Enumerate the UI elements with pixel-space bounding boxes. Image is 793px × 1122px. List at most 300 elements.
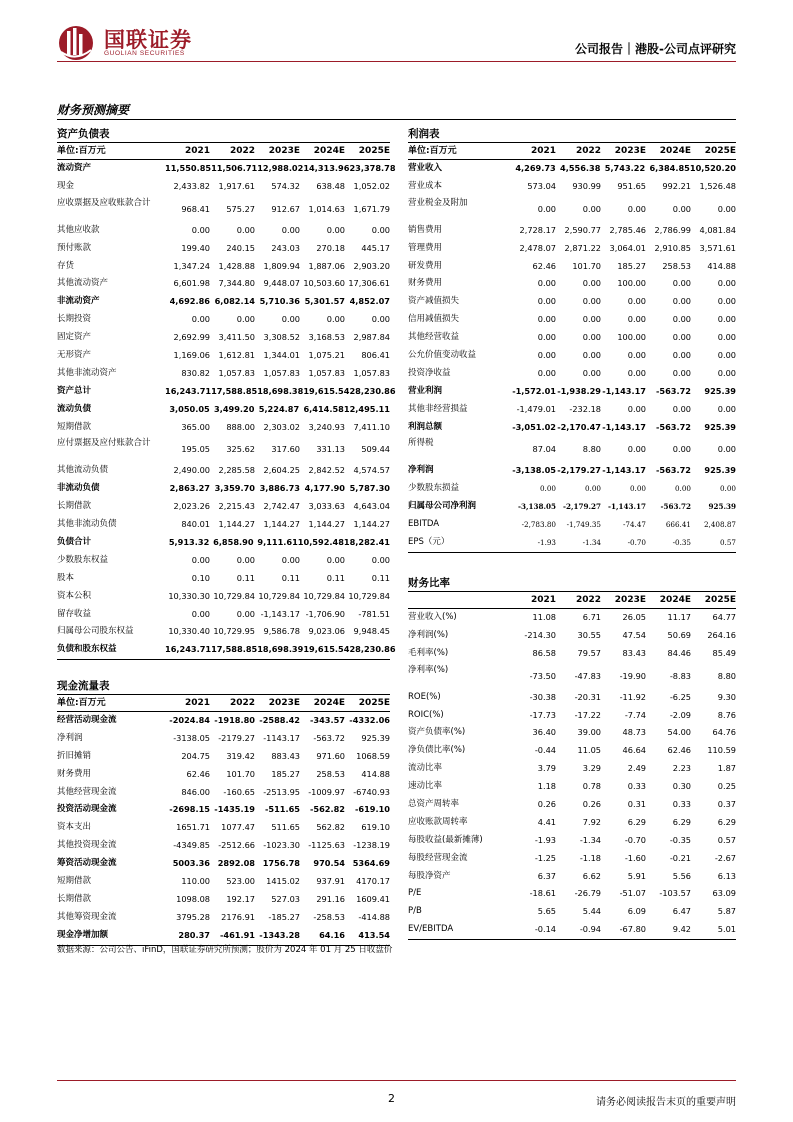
row-value: -11.92 <box>619 691 646 702</box>
row-value: 100.00 <box>617 278 646 289</box>
row-value: -6.25 <box>669 691 691 702</box>
row-value: 414.88 <box>707 260 736 271</box>
table-row <box>408 258 736 276</box>
row-value: 240.15 <box>226 242 255 253</box>
row-label: P/B <box>408 906 422 917</box>
row-value: 62.46 <box>667 745 691 756</box>
table-row <box>57 383 396 401</box>
row-value: 1,526.48 <box>699 180 736 191</box>
row-value: 85.49 <box>712 647 736 658</box>
table-header-row <box>57 695 390 712</box>
row-value: 0.11 <box>326 572 345 583</box>
table-row <box>408 832 736 850</box>
row-value: 4,574.57 <box>353 465 390 476</box>
row-value: 0.00 <box>537 203 556 214</box>
table-row <box>57 293 390 311</box>
row-value: -18.61 <box>529 888 556 899</box>
row-value: 0.78 <box>582 781 601 792</box>
table-row <box>57 641 396 659</box>
row-value: 1098.08 <box>176 893 210 904</box>
page-number: 2 <box>388 1092 395 1105</box>
row-label: 净负债比率(%) <box>408 745 466 756</box>
row-value: 4.41 <box>537 816 556 827</box>
row-value: 47.54 <box>622 629 646 640</box>
row-value: 0.00 <box>717 296 736 307</box>
row-value: 36.40 <box>532 727 556 738</box>
row-label: 信用减值损失 <box>408 314 460 325</box>
row-value: 6.37 <box>537 870 556 881</box>
table-row <box>57 801 390 819</box>
row-value: 6,082.14 <box>214 296 255 307</box>
row-value: 83.43 <box>622 647 646 658</box>
table-row <box>408 311 736 329</box>
row-value: 2,590.77 <box>564 224 601 235</box>
row-label: 毛利率(%) <box>408 647 449 658</box>
row-value: 3,886.73 <box>259 483 300 494</box>
row-value: -0.70 <box>627 538 646 548</box>
row-value: 970.54 <box>313 858 345 869</box>
table-row <box>408 222 736 240</box>
row-value: -1,143.17 <box>260 608 300 619</box>
row-value: 937.91 <box>316 876 345 887</box>
row-value: 8.80 <box>717 670 736 681</box>
row-value: 0.00 <box>582 367 601 378</box>
row-value: 925.39 <box>708 502 736 512</box>
row-value: 6,414.58 <box>303 403 344 414</box>
table-title: 现金流量表 <box>57 677 390 695</box>
row-value: 0.00 <box>672 296 691 307</box>
row-value: 925.39 <box>704 385 736 396</box>
table-row <box>57 837 390 855</box>
row-value: 9.30 <box>717 691 736 702</box>
row-label: 其他经营现金流 <box>57 786 117 797</box>
row-value: -74.47 <box>622 520 646 530</box>
row-label: 财务费用 <box>408 278 443 289</box>
row-value: -4349.85 <box>173 840 210 851</box>
year-header: 2025E <box>358 698 390 708</box>
balance-sheet-table <box>57 125 396 660</box>
row-value: 0.57 <box>719 538 736 548</box>
row-value: -67.80 <box>619 924 646 935</box>
row-value: 1,144.27 <box>353 519 390 530</box>
row-value: 28,230.86 <box>349 644 396 655</box>
row-value: 0.00 <box>537 314 556 325</box>
row-value: 64.76 <box>712 727 736 738</box>
table-row <box>408 778 736 796</box>
row-value: 10,729.95 <box>213 626 255 637</box>
row-value: 0.00 <box>627 203 646 214</box>
row-value: 0.00 <box>672 314 691 325</box>
row-value: 0.00 <box>191 608 210 619</box>
row-value: 1,917.61 <box>218 180 255 191</box>
row-value: 3,359.70 <box>214 483 255 494</box>
row-value: 365.00 <box>181 421 210 432</box>
row-value: 0.00 <box>281 224 300 235</box>
row-label: 其他筹资现金流 <box>57 911 117 922</box>
row-value: 1,671.79 <box>353 203 390 214</box>
row-label: 短期借款 <box>57 876 92 887</box>
row-label: 筹资活动现金流 <box>57 858 117 869</box>
row-value: 1609.41 <box>356 893 390 904</box>
row-value: 84.46 <box>667 647 691 658</box>
row-value: 6.09 <box>627 906 646 917</box>
row-value: 0.00 <box>717 367 736 378</box>
year-header: 2022 <box>229 698 255 708</box>
row-value: -1.60 <box>624 852 646 863</box>
row-value: -414.88 <box>358 911 390 922</box>
row-value: 925.39 <box>361 732 390 743</box>
table-row <box>57 160 396 178</box>
row-value: 0.00 <box>627 350 646 361</box>
table-row <box>57 480 390 498</box>
table-row <box>57 891 390 909</box>
row-value: -1,938.29 <box>557 385 601 396</box>
row-value: 509.44 <box>361 444 390 455</box>
row-label: 经营活动现金流 <box>57 715 117 725</box>
row-value: 325.62 <box>226 444 255 455</box>
year-header: 2021 <box>184 698 210 708</box>
year-header: 2021 <box>530 146 556 156</box>
row-value: 64.16 <box>319 929 345 940</box>
row-value: -1143.17 <box>263 732 300 743</box>
row-value: 19,615.54 <box>303 385 350 396</box>
header-divider <box>57 61 736 62</box>
table-row <box>57 748 390 766</box>
row-label: 资产减值损失 <box>408 296 460 307</box>
table-row <box>57 516 390 534</box>
row-value: -1,143.17 <box>602 385 646 396</box>
row-value: -1.34 <box>582 538 601 548</box>
row-value: 6.29 <box>627 816 646 827</box>
row-label: 应收票据及应收账款合计 <box>57 197 151 208</box>
row-value: -160.65 <box>223 786 255 797</box>
row-label: 流动负债 <box>57 403 92 414</box>
row-value: -0.35 <box>669 834 691 845</box>
brand-name: 国联证券 <box>104 28 192 52</box>
row-value: -214.30 <box>524 629 556 640</box>
table-row <box>408 921 736 939</box>
footer-divider <box>57 1080 736 1081</box>
row-value: -781.51 <box>358 608 390 619</box>
row-value: 86.58 <box>532 647 556 658</box>
table-row <box>57 570 390 588</box>
row-value: -562.82 <box>310 804 345 815</box>
row-value: 0.00 <box>371 224 390 235</box>
row-value: 0.00 <box>582 332 601 343</box>
row-value: -1,143.17 <box>602 465 646 476</box>
row-value: 6.29 <box>672 816 691 827</box>
row-label: 其他非流动资产 <box>57 367 117 378</box>
row-value: 6.47 <box>672 906 691 917</box>
row-value: 619.10 <box>361 822 390 833</box>
row-value: 0.33 <box>672 799 691 810</box>
income-statement-table <box>408 125 736 553</box>
row-value: 0.00 <box>672 367 691 378</box>
row-value: -2588.42 <box>259 715 300 725</box>
table-bottom-rule <box>408 939 736 940</box>
row-label: 非流动资产 <box>57 296 100 307</box>
table-row <box>408 742 736 760</box>
row-value: -3,051.02 <box>512 421 556 432</box>
row-value: -563.72 <box>656 385 691 396</box>
row-value: 4170.17 <box>356 876 390 887</box>
row-value: 258.53 <box>662 260 691 271</box>
row-value: 18,282.41 <box>343 537 391 548</box>
row-value: 185.27 <box>271 768 300 779</box>
table-bottom-rule <box>408 552 736 553</box>
row-value: 1,052.02 <box>353 180 390 191</box>
row-value: 6.62 <box>582 870 601 881</box>
year-header: 2024E <box>313 698 345 708</box>
row-value: 6,601.98 <box>173 278 210 289</box>
row-value: 2.23 <box>672 763 691 774</box>
row-value: 3,411.50 <box>218 332 255 343</box>
row-value: 4,081.84 <box>699 224 736 235</box>
row-value: -20.31 <box>574 691 601 702</box>
row-value: 574.32 <box>271 180 300 191</box>
row-value: 23,378.78 <box>349 163 396 173</box>
row-value: 7,344.80 <box>218 278 255 289</box>
row-value: -1918.80 <box>214 715 255 725</box>
row-value: 0.00 <box>672 403 691 414</box>
table-row <box>57 498 390 516</box>
table-row <box>57 873 390 891</box>
row-label: 营业收入(%) <box>408 612 457 622</box>
row-label: 净利润(%) <box>408 629 449 640</box>
row-value: 0.00 <box>539 484 556 494</box>
row-label: 每股净资产 <box>408 870 451 881</box>
table-unit <box>408 592 511 608</box>
row-value: 0.11 <box>281 572 300 583</box>
row-value: -0.94 <box>579 924 601 935</box>
row-value: 331.13 <box>316 444 345 455</box>
table-row <box>57 240 390 258</box>
row-value: 5003.36 <box>172 858 210 869</box>
row-value: 0.00 <box>371 554 390 565</box>
row-value: 511.65 <box>271 822 300 833</box>
row-label: 固定资产 <box>57 332 92 343</box>
row-value: 258.53 <box>316 768 345 779</box>
row-label: 研发费用 <box>408 260 443 271</box>
row-label: 现金 <box>57 180 75 191</box>
row-value: 2,478.07 <box>519 242 556 253</box>
row-value: -4332.06 <box>349 715 390 725</box>
row-label: 资本公积 <box>57 590 92 601</box>
row-value: 10,729.84 <box>348 590 390 601</box>
row-label: 留存收益 <box>57 608 92 619</box>
row-value: 5.44 <box>582 906 601 917</box>
row-value: -1.18 <box>579 852 601 863</box>
row-value: 0.00 <box>627 444 646 455</box>
row-value: 1,014.63 <box>308 203 345 214</box>
year-header: 2021 <box>530 595 556 605</box>
row-value: 0.00 <box>582 296 601 307</box>
row-value: 3.29 <box>582 763 601 774</box>
row-value: -1.34 <box>579 834 601 845</box>
row-label: 速动比率 <box>408 781 443 792</box>
row-value: 10,592.48 <box>297 537 344 548</box>
row-value: 912.67 <box>271 203 300 214</box>
table-row <box>408 707 736 725</box>
row-value: -563.72 <box>313 732 345 743</box>
row-value: 2,903.20 <box>353 260 390 271</box>
row-value: 243.03 <box>271 242 300 253</box>
table-header-row <box>408 592 736 609</box>
row-value: 1,057.83 <box>263 367 300 378</box>
row-value: 9,023.06 <box>308 626 345 637</box>
row-label: 负债合计 <box>57 537 92 548</box>
data-source-note: 数据来源：公司公告、iFinD，国联证券研究所预测；股价为 2024 年 01 月 25 日收盘价 <box>57 945 393 955</box>
row-value: -1,749.35 <box>566 520 601 530</box>
table-row <box>408 240 736 258</box>
row-value: 0.00 <box>236 554 255 565</box>
row-value: 2,842.52 <box>308 465 345 476</box>
row-value: -563.72 <box>660 502 691 512</box>
row-label: 销售费用 <box>408 224 443 235</box>
row-value: 2892.08 <box>217 858 255 869</box>
row-value: 4,643.04 <box>353 501 390 512</box>
row-value: 3,240.93 <box>308 421 345 432</box>
row-value: 0.00 <box>672 278 691 289</box>
row-value: 4,177.90 <box>304 483 345 494</box>
table-row <box>57 311 390 329</box>
table-row <box>57 222 390 240</box>
row-value: -258.53 <box>313 911 345 922</box>
table-row <box>57 909 390 927</box>
row-value: -1238.19 <box>353 840 390 851</box>
row-value: 8.76 <box>717 709 736 720</box>
row-value: 280.37 <box>178 929 210 940</box>
row-value: -2513.95 <box>263 786 300 797</box>
table-row <box>408 724 736 742</box>
row-value: -51.07 <box>619 888 646 899</box>
table-unit: 单位:百万元 <box>408 146 457 156</box>
row-value: 1.18 <box>537 781 556 792</box>
row-value: 1,347.24 <box>173 260 210 271</box>
table-row <box>57 588 390 606</box>
row-value: -1009.97 <box>308 786 345 797</box>
row-value: 2,786.99 <box>654 224 691 235</box>
table-header-row <box>408 143 736 160</box>
row-label: 归属母公司股东权益 <box>57 626 134 637</box>
row-value: -511.65 <box>265 804 300 815</box>
row-value: -1,479.01 <box>516 403 556 414</box>
table-row <box>408 329 736 347</box>
row-value: 63.09 <box>712 888 736 899</box>
report-type: 公司报告｜港股-公司点评研究 <box>575 42 736 56</box>
row-value: -0.44 <box>534 745 556 756</box>
row-value: 2.49 <box>627 763 646 774</box>
row-value: 0.10 <box>191 572 210 583</box>
row-value: 17,588.85 <box>211 644 258 655</box>
row-value: 10,330.40 <box>168 626 210 637</box>
row-label: 营业收入 <box>408 163 443 173</box>
row-label: 管理费用 <box>408 242 443 253</box>
row-value: 0.00 <box>584 484 601 494</box>
row-value: 968.41 <box>181 203 210 214</box>
row-value: 830.82 <box>181 367 210 378</box>
row-value: 0.00 <box>537 296 556 307</box>
row-value: 110.00 <box>181 876 210 887</box>
row-value: 0.00 <box>371 314 390 325</box>
table-row <box>57 855 390 873</box>
year-header: 2023E <box>268 146 300 156</box>
row-label: EBITDA <box>408 519 440 530</box>
row-value: 2,215.43 <box>218 501 255 512</box>
row-value: 0.00 <box>191 314 210 325</box>
row-value: 317.60 <box>271 444 300 455</box>
row-value: 1068.59 <box>356 750 390 761</box>
row-value: -1.25 <box>534 852 556 863</box>
table-row <box>408 436 736 462</box>
row-value: -232.18 <box>569 403 601 414</box>
table-unit: 单位:百万元 <box>57 146 106 156</box>
row-value: 4,692.86 <box>169 296 210 307</box>
table-row <box>408 516 736 534</box>
table-row <box>408 609 736 627</box>
row-value: -2512.66 <box>218 840 255 851</box>
row-value: -1.93 <box>534 834 556 845</box>
row-value: 26.05 <box>622 612 646 622</box>
row-value: 5,301.57 <box>304 296 345 307</box>
row-label: 财务费用 <box>57 768 92 779</box>
row-value: -103.57 <box>659 888 691 899</box>
row-value: 0.00 <box>672 203 691 214</box>
table-row <box>408 419 736 437</box>
row-value: 10,330.30 <box>168 590 210 601</box>
row-value: -1.93 <box>537 538 556 548</box>
row-value: -3,138.05 <box>512 465 556 476</box>
row-value: 19,615.54 <box>303 644 350 655</box>
row-value: 192.17 <box>226 893 255 904</box>
table-row <box>57 784 390 802</box>
row-label: 资产总计 <box>57 385 92 396</box>
row-value: 0.00 <box>629 484 646 494</box>
row-value: -26.79 <box>574 888 601 899</box>
row-label: 短期借款 <box>57 421 92 432</box>
row-value: -1,706.90 <box>305 608 345 619</box>
row-label: 其他经营收益 <box>408 332 460 343</box>
year-header: 2025E <box>704 146 736 156</box>
row-value: 3,308.52 <box>263 332 300 343</box>
row-label: 其他流动负债 <box>57 465 109 476</box>
row-value: 100.00 <box>617 332 646 343</box>
table-row <box>57 552 390 570</box>
row-value: 10,729.84 <box>213 590 255 601</box>
row-value: 16,243.71 <box>165 385 212 396</box>
row-label: 其他非流动负债 <box>57 519 117 530</box>
table-row <box>57 462 390 480</box>
financial-ratios-table <box>408 574 736 940</box>
row-value: 6.71 <box>582 612 601 622</box>
row-value: 11.05 <box>577 745 601 756</box>
row-value: 11,550.85 <box>165 163 212 173</box>
year-header: 2024E <box>659 595 691 605</box>
row-value: 0.11 <box>371 572 390 583</box>
row-value: 562.82 <box>316 822 345 833</box>
row-value: -343.57 <box>310 715 345 725</box>
row-value: 0.00 <box>672 444 691 455</box>
row-value: -1,143.17 <box>602 421 646 432</box>
row-value: 0.11 <box>236 572 255 583</box>
row-value: 0.00 <box>326 554 345 565</box>
table-row <box>57 534 390 552</box>
row-value: 9,586.78 <box>263 626 300 637</box>
table-row <box>408 462 736 480</box>
row-value: -2,179.27 <box>563 502 601 512</box>
row-value: 204.75 <box>181 750 210 761</box>
row-value: 2,303.02 <box>263 421 300 432</box>
